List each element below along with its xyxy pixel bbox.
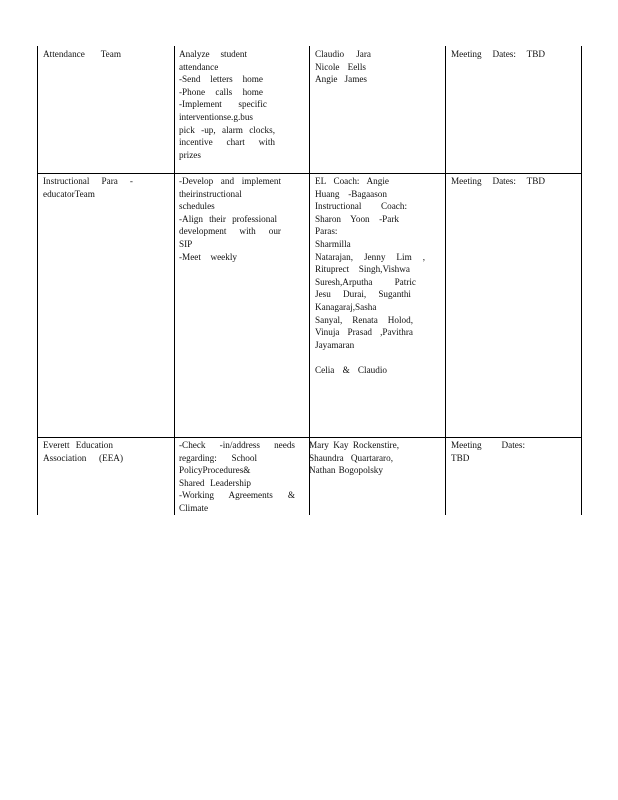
member-line: EL Coach: Angie: [315, 176, 389, 186]
table-row-attendance-team: [43, 48, 121, 61]
team-name-line: Everett Education: [43, 440, 113, 450]
table-row-para-educator-team: [43, 175, 133, 200]
responsibilities-cell: [179, 439, 295, 515]
text-line: Analyze student: [179, 49, 247, 59]
text-line: -Check -in/address needs: [179, 440, 295, 450]
table-row-eea: [43, 439, 123, 464]
table-border-right: [581, 46, 582, 515]
text-line: regarding: School: [179, 452, 257, 463]
team-name-line: Attendance Team: [43, 49, 121, 59]
members-cell: [315, 175, 425, 377]
member-line: Nathan Bogopolsky: [309, 465, 383, 476]
text-line: prizes: [179, 149, 201, 160]
member-line: Mary Kay Rockenstire,: [309, 440, 399, 450]
member-line: Kanagaraj,Sasha: [315, 301, 377, 312]
text-line: -Meet weekly: [179, 251, 237, 262]
member-line: Jayamaran: [315, 339, 355, 350]
meeting-line: Meeting Dates: TBD: [451, 176, 545, 186]
member-line: Instructional Coach:: [315, 201, 407, 212]
text-line: Shared Leadership: [179, 477, 251, 488]
meeting-line: Meeting Dates: TBD: [451, 49, 545, 59]
text-line: -Implement specific: [179, 99, 267, 110]
member-line: Vinuja Prasad ,Pavithra: [315, 327, 413, 338]
meeting-dates-cell: [451, 439, 525, 464]
meeting-dates-cell: [451, 48, 545, 61]
text-line: schedules: [179, 201, 215, 212]
text-line: -Working Agreements &: [179, 490, 295, 501]
team-name-line: Instructional Para -: [43, 176, 133, 186]
member-line: Natarajan, Jenny Lim ,: [315, 251, 425, 262]
member-line: Celia & Claudio: [315, 364, 387, 375]
member-line: Suresh,Arputha Patric: [315, 276, 416, 287]
member-line: Shaundra Quartararo,: [309, 452, 393, 463]
table-border-left: [37, 46, 38, 515]
text-line: pick -up, alarm clocks,: [179, 124, 275, 135]
member-line: Rituprect Singh,Vishwa: [315, 264, 410, 275]
responsibilities-cell: [179, 48, 275, 161]
text-line: -Align their professional: [179, 213, 277, 224]
text-line: SIP: [179, 238, 193, 249]
text-line: development with our: [179, 226, 281, 237]
text-line: incentive chart with: [179, 137, 275, 148]
member-line: Claudio Jara: [315, 49, 371, 59]
text-line: theirinstructional: [179, 188, 242, 199]
text-line: -Develop and implement: [179, 176, 281, 186]
row-divider-1: [37, 173, 582, 174]
member-line: Nicole Eells: [315, 61, 366, 72]
text-line: interventionse.g.bus: [179, 111, 253, 122]
text-line: attendance: [179, 61, 219, 72]
column-divider-1: [174, 46, 175, 515]
text-line: -Phone calls home: [179, 86, 263, 97]
meeting-line: TBD: [451, 452, 470, 463]
row-divider-2: [37, 437, 582, 438]
meeting-line: Meeting Dates:: [451, 440, 525, 450]
member-line: Paras: Sharmilla: [315, 226, 351, 249]
column-divider-3: [445, 46, 446, 515]
member-line: Sanyal, Renata Holod,: [315, 314, 413, 325]
members-cell: [315, 48, 371, 86]
member-line: Sharon Yoon -Park: [315, 213, 399, 224]
meeting-dates-cell: [451, 175, 545, 188]
members-cell: [309, 439, 405, 477]
member-line: Jesu Durai, Suganthi: [315, 289, 411, 300]
team-name-line: educatorTeam: [43, 188, 95, 199]
staff-teams-table: [37, 46, 582, 515]
member-line: Angie James: [315, 74, 367, 85]
text-line: Climate: [179, 502, 209, 513]
text-line: PolicyProcedures&: [179, 465, 251, 476]
member-line: Huang -Bagaason: [315, 188, 387, 199]
text-line: -Send letters home: [179, 74, 263, 85]
responsibilities-cell: [179, 175, 281, 263]
blank-line: [315, 351, 425, 364]
team-name-line: Association (EEA): [43, 452, 123, 463]
